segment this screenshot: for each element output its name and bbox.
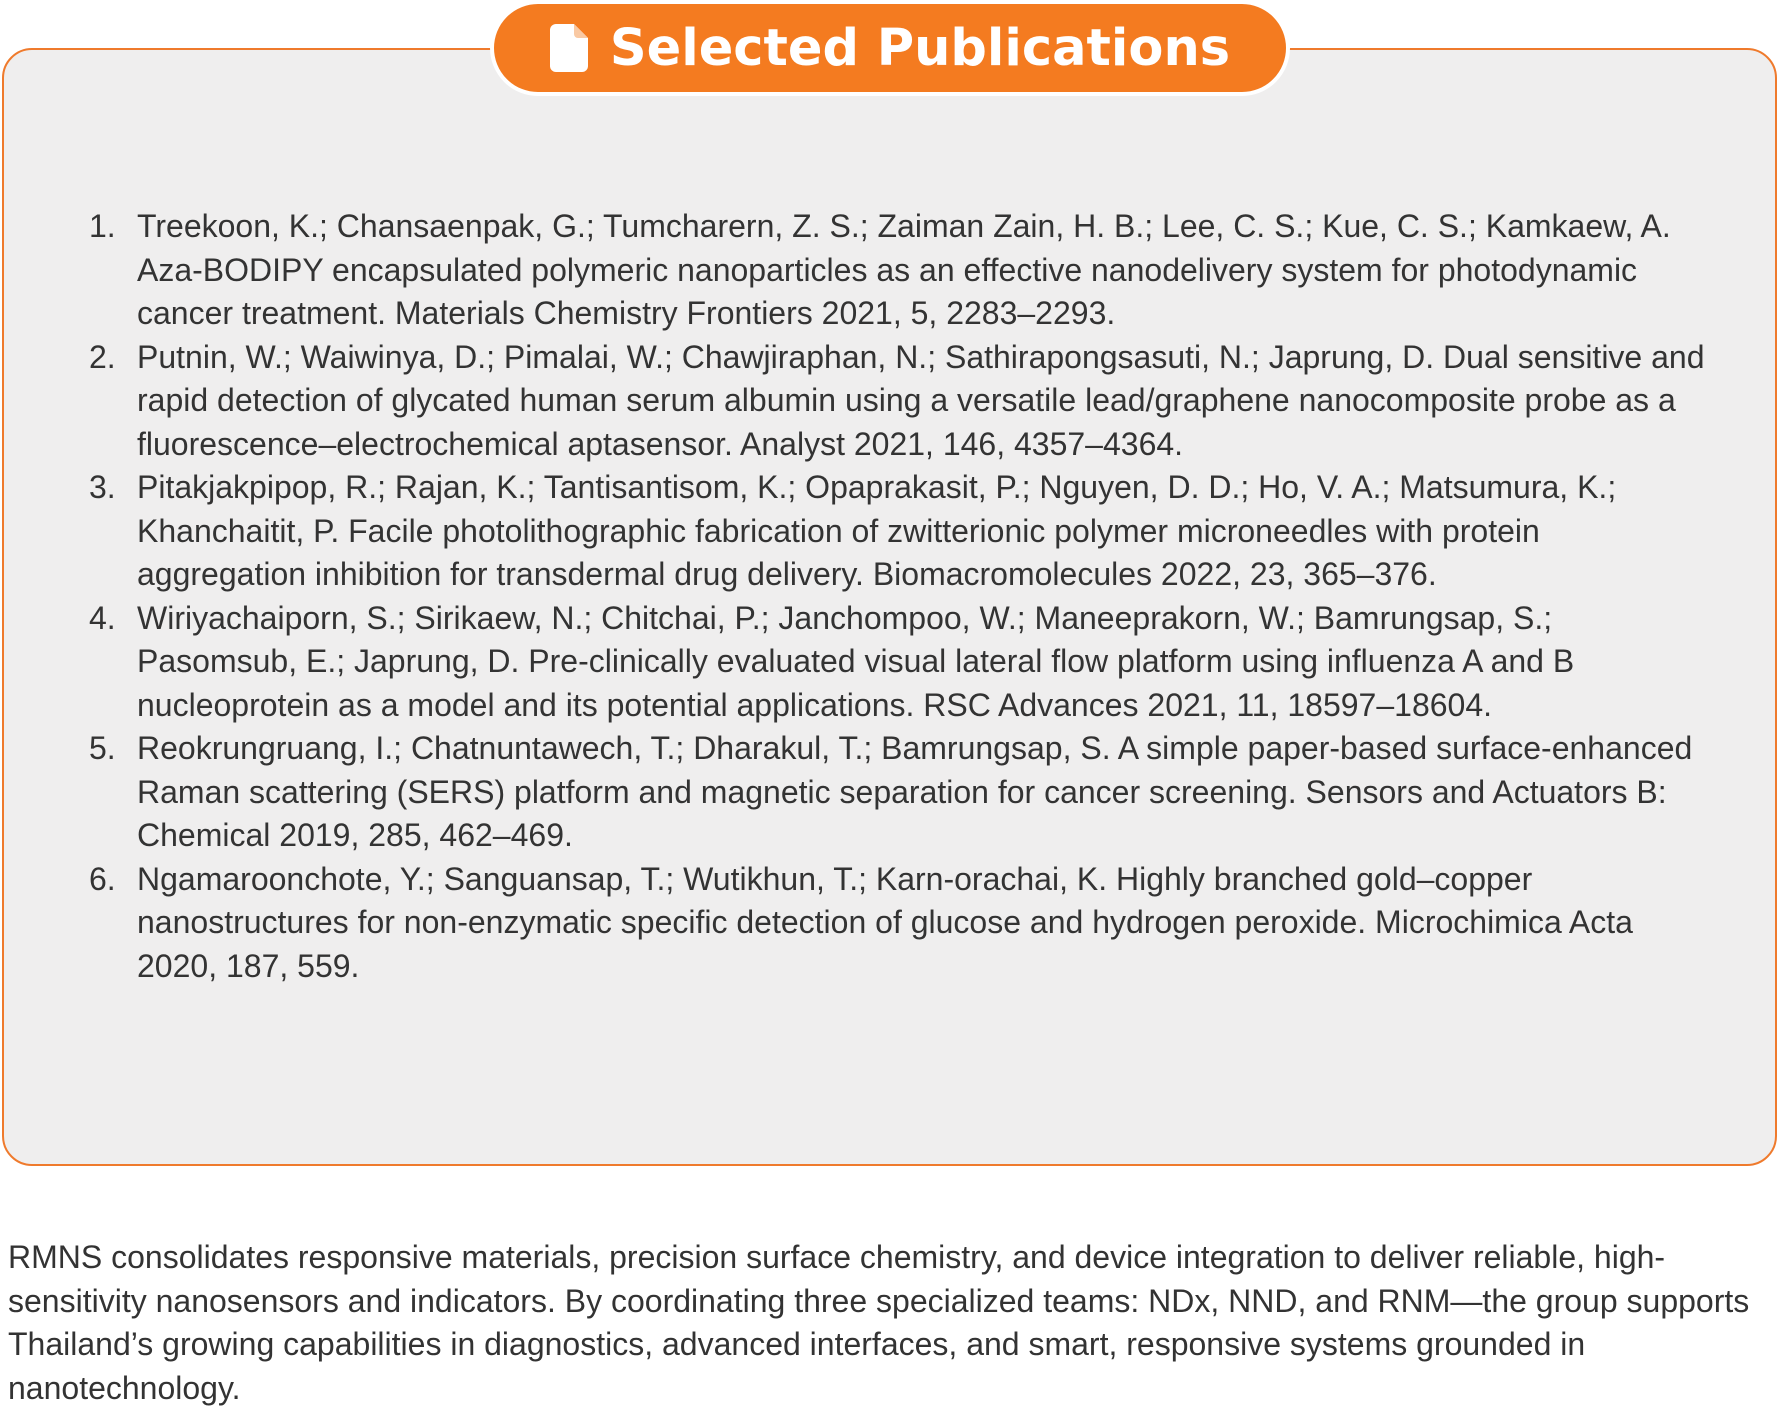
document-icon [550,24,588,72]
publication-number: 4. [89,599,116,636]
section-title: Selected Publications [609,18,1231,78]
publication-citation: Wiriyachaiporn, S.; Sirikaew, N.; Chitchai, P.; Janchompoo, W.; Maneeprakorn, W.; Bamrungsap, S.; Pasomsub, E.; Japrung, D. Pre-clinically evaluated visual lateral flow platform using influenza A and B nucleoprotein as a model and its potential applications. RSC Advances 2021, 11, 18597–18604. [137,599,1575,723]
publication-item [89,727,1709,858]
publication-number: 5. [89,730,116,766]
publication-item [89,205,1709,336]
publication-item [89,858,1709,989]
section-header [490,0,1290,96]
publication-item [89,466,1709,597]
publication-number: 1. [89,208,116,244]
publication-number: 3. [89,469,116,505]
publications-panel [2,48,1777,1166]
publication-citation: Pitakjakpipop, R.; Rajan, K.; Tantisantisom, K.; Opaprakasit, P.; Nguyen, D. D.; Ho, V. A.; Matsumura, K.; Khanchaitit, P. Facile photolithographic fabrication of zwitterionic polymer microneedles with protein aggregation inhibition for transdermal drug delivery. Biomacromolecules 2022, 23, 365–376. [137,469,1617,592]
publication-citation: Reokrungruang, I.; Chatnuntawech, T.; Dharakul, T.; Bamrungsap, S. A simple paper-based surface-enhanced Raman scattering (SERS) platform and magnetic separation for cancer screening. Sensors and Actuators B: Chemical 2019, 285, 462–469. [137,730,1693,853]
summary-paragraph: RMNS consolidates responsive materials, precision surface chemistry, and device integration to deliver reliable, high-sensitivity nanosensors and indicators. By coordinating three specialized teams: NDx, NND, and RNM—the group supports Thailand’s growing capabilities in diagnostics, advanced interfaces, and smart, responsive systems grounded in nanotechnology. [8,1239,1750,1406]
publications-list [89,205,1709,988]
publication-citation: Putnin, W.; Waiwinya, D.; Pimalai, W.; Chawjiraphan, N.; Sathirapongsasuti, N.; Japrung, D. Dual sensitive and rapid detection of glycated human serum albumin using a versatile lead/graphene nanocomposite probe as a fluorescence–electrochemical aptasensor. Analyst 2021, 146, 4357–4364. [137,338,1705,462]
publication-item [89,336,1709,467]
publication-item [89,597,1709,728]
publication-number: 6. [89,860,116,897]
publication-number: 2. [89,338,116,375]
publication-citation: Treekoon, K.; Chansaenpak, G.; Tumcharern, Z. S.; Zaiman Zain, H. B.; Lee, C. S.; Kue, C. S.; Kamkaew, A. Aza-BODIPY encapsulated polymeric nanoparticles as an effective nanodelivery system for photodynamic cancer treatment. Materials Chemistry Frontiers 2021, 5, 2283–2293. [137,208,1671,331]
publication-citation: Ngamaroonchote, Y.; Sanguansap, T.; Wutikhun, T.; Karn-orachai, K. Highly branched gold–copper nanostructures for non-enzymatic specific detection of glucose and hydrogen peroxide. Microchimica Acta 2020, 187, 559. [137,860,1633,984]
